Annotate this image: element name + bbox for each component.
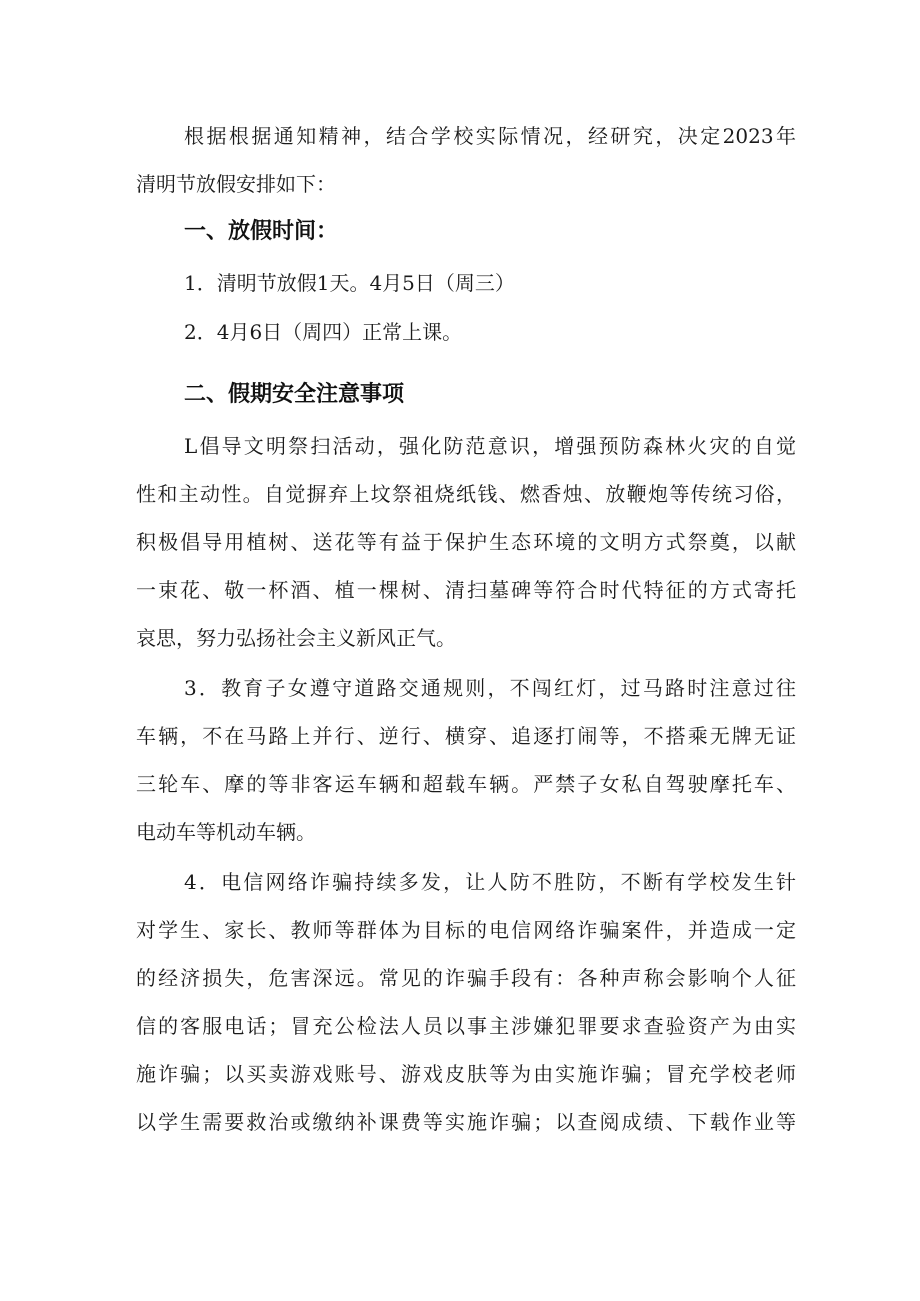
- para4-line-5: 施诈骗；以买卖游戏账号、游戏皮肤等为由实施诈骗；冒充学校老师: [136, 1062, 796, 1086]
- intro-line-1: 根据根据通知精神，结合学校实际情况，经研究，决定2023年: [184, 124, 796, 148]
- para3-line-3: 三轮车、摩的等非客运车辆和超载车辆。严禁子女私自驾驶摩托车、: [136, 772, 796, 796]
- para4-line-3: 的经济损失，危害深远。常见的诈骗手段有：各种声称会影响个人征: [136, 966, 796, 990]
- para3-line-2: 车辆，不在马路上并行、逆行、横穿、追逐打闹等，不搭乘无牌无证: [136, 724, 796, 748]
- para3-line-1: 3．教育子女遵守道路交通规则，不闯红灯，过马路时注意过往: [184, 676, 796, 700]
- para1-line-3: 积极倡导用植树、送花等有益于保护生态环境的文明方式祭奠，以献: [136, 530, 796, 554]
- section1-item-1: 1．清明节放假1天。4月5日（周三）: [184, 271, 515, 295]
- para3-line-4: 电动车等机动车辆。: [136, 820, 316, 844]
- section1-item-2: 2．4月6日（周四）正常上课。: [184, 320, 463, 344]
- section2-heading: 二、假期安全注意事项: [184, 382, 405, 407]
- para4-line-1: 4．电信网络诈骗持续多发，让人防不胜防，不断有学校发生针: [184, 870, 796, 894]
- para1-line-4: 一束花、敬一杯酒、植一棵树、清扫墓碑等符合时代特征的方式寄托: [136, 578, 796, 602]
- para1-line-2: 性和主动性。自觉摒弃上坟祭祖烧纸钱、燃香烛、放鞭炮等传统习俗，: [136, 482, 796, 506]
- intro-line-2: 清明节放假安排如下：: [136, 172, 336, 196]
- para1-line-1: L倡导文明祭扫活动，强化防范意识，增强预防森林火灾的自觉: [184, 434, 796, 458]
- para4-line-6: 以学生需要救治或缴纳补课费等实施诈骗；以查阅成绩、下载作业等: [136, 1110, 796, 1134]
- para4-line-2: 对学生、家长、教师等群体为目标的电信网络诈骗案件，并造成一定: [136, 918, 796, 942]
- para4-line-4: 信的客服电话；冒充公检法人员以事主涉嫌犯罪要求查验资产为由实: [136, 1014, 796, 1038]
- para1-line-5: 哀思，努力弘扬社会主义新风正气。: [136, 626, 456, 650]
- section1-heading: 一、放假时间：: [184, 219, 339, 244]
